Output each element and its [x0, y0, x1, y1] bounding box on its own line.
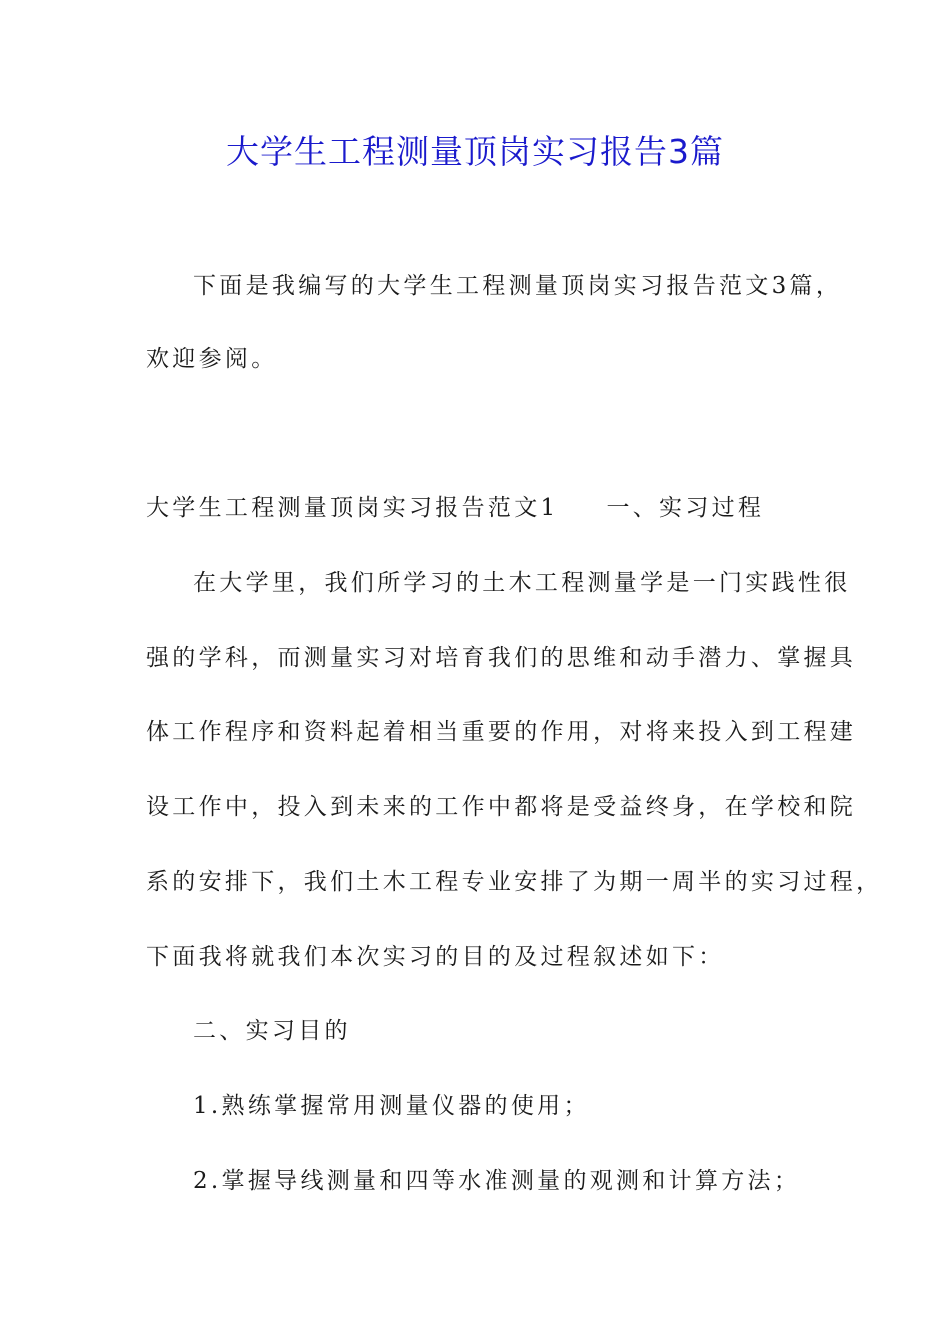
intro-line-2: 欢迎参阅。 — [146, 346, 278, 372]
section1-heading-line — [146, 492, 826, 524]
section1-subheading: 一、实习过程 — [606, 495, 765, 521]
paragraph-line-1: 在大学里，我们所学习的土木工程测量学是一门实践性很 — [193, 570, 851, 596]
paragraph-line-6: 下面我将就我们本次实习的目的及过程叙述如下： — [146, 944, 725, 970]
section1-heading: 大学生工程测量顶岗实习报告范文1 — [146, 495, 559, 521]
paragraph-line-5: 系的安排下，我们土木工程专业安排了为期一周半的实习过程， — [146, 869, 883, 895]
paragraph-line-2: 强的学科，而测量实习对培育我们的思维和动手潜力、掌握具 — [146, 645, 857, 671]
paragraph-line-4: 设工作中，投入到未来的工作中都将是受益终身，在学校和院 — [146, 794, 857, 820]
goal-item-2: 2.掌握导线测量和四等水准测量的观测和计算方法； — [193, 1168, 801, 1194]
section2-heading: 二、实习目的 — [193, 1018, 351, 1044]
document-title: 大学生工程测量顶岗实习报告3篇 — [226, 132, 724, 171]
paragraph-line-3: 体工作程序和资料起着相当重要的作用，对将来投入到工程建 — [146, 719, 857, 745]
goal-item-1: 1.熟练掌握常用测量仪器的使用； — [193, 1093, 590, 1119]
intro-line-1: 下面是我编写的大学生工程测量顶岗实习报告范文3篇， — [193, 273, 843, 299]
